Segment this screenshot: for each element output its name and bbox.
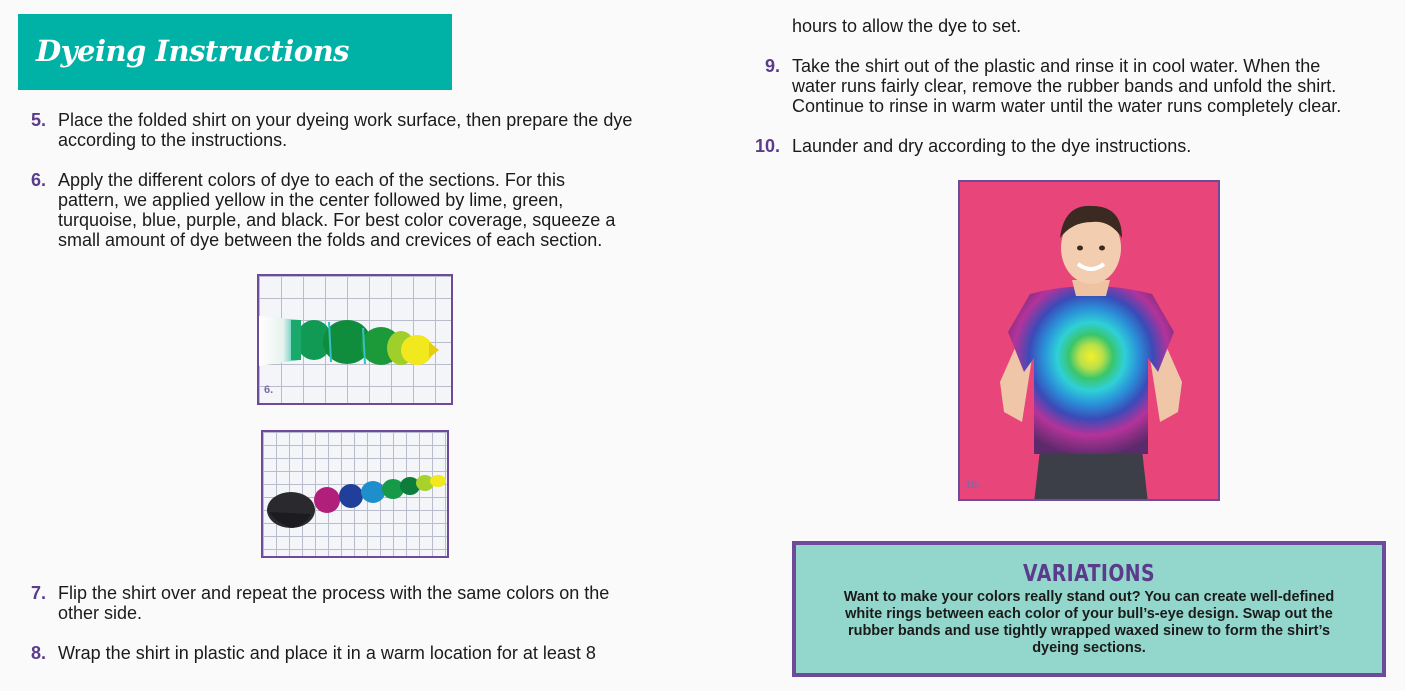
step-5 [22,110,722,152]
step-10-photo [958,180,1220,501]
step-6 [22,170,722,252]
boy-in-tie-dye-shirt-image [960,182,1220,501]
variations-title: VARIATIONS [1023,561,1155,587]
step-text-line: pattern, we applied yellow in the center followed by lime, green, [58,190,564,210]
photo-step-label: 10. [965,479,981,491]
variations-text-line: dyeing sections. [1032,640,1146,656]
step-text-line: according to the instructions. [58,130,288,150]
step-10 [748,136,1398,158]
step-8 [22,643,722,665]
dyed-shirt-image [263,432,449,558]
step-text-line: Place the folded shirt on your dyeing work surface, then prepare the dye [58,110,633,130]
variations-text-line: rubber bands and use tightly wrapped waxed sinew to form the shirt’s [847,623,1331,639]
variations-text-line: Want to make your colors really stand out? You can create well-defined [843,589,1335,605]
step-number: 6. [30,170,46,190]
photo-step-label: 6. [264,384,274,396]
step-text-line: other side. [58,603,143,623]
section-banner [18,14,452,90]
step-text-line: hours to allow the dye to set. [792,16,1022,36]
step-number: 9. [764,56,780,76]
section-title: Dyeing Instructions [36,34,349,68]
variations-box [792,541,1386,677]
step-9 [756,56,1405,118]
variations-text [819,589,1359,657]
step-number: 8. [30,643,46,663]
step-text-line: Launder and dry according to the dye instructions. [792,136,1192,156]
step-text-line: water runs fairly clear, remove the rubber bands and unfold the shirt. [792,76,1337,96]
step-6-photo-2 [261,430,449,558]
step-number: 5. [30,110,46,130]
step-7 [22,583,722,625]
step-text-line: Continue to rinse in warm water until the water runs completely clear. [792,96,1342,116]
step-number: 7. [30,583,46,603]
step-6-photo [257,274,453,405]
variations-text-line: white rings between each color of your bull’s-eye design. Swap out the [845,606,1333,622]
step-text-line: Flip the shirt over and repeat the process with the same colors on the [58,583,610,603]
step-text-line: turquoise, blue, purple, and black. For best color coverage, squeeze a [58,210,616,230]
step-text-line: small amount of dye between the folds and crevices of each section. [58,230,603,250]
step-text-line: Take the shirt out of the plastic and rinse it in cool water. When the [792,56,1321,76]
dyed-shirt-image [259,276,453,405]
step-text-line: Wrap the shirt in plastic and place it in a warm location for at least 8 [58,643,596,663]
step-8-continued [756,16,1396,38]
step-text-line: Apply the different colors of dye to each of the sections. For this [58,170,565,190]
step-number: 10. [754,136,780,156]
